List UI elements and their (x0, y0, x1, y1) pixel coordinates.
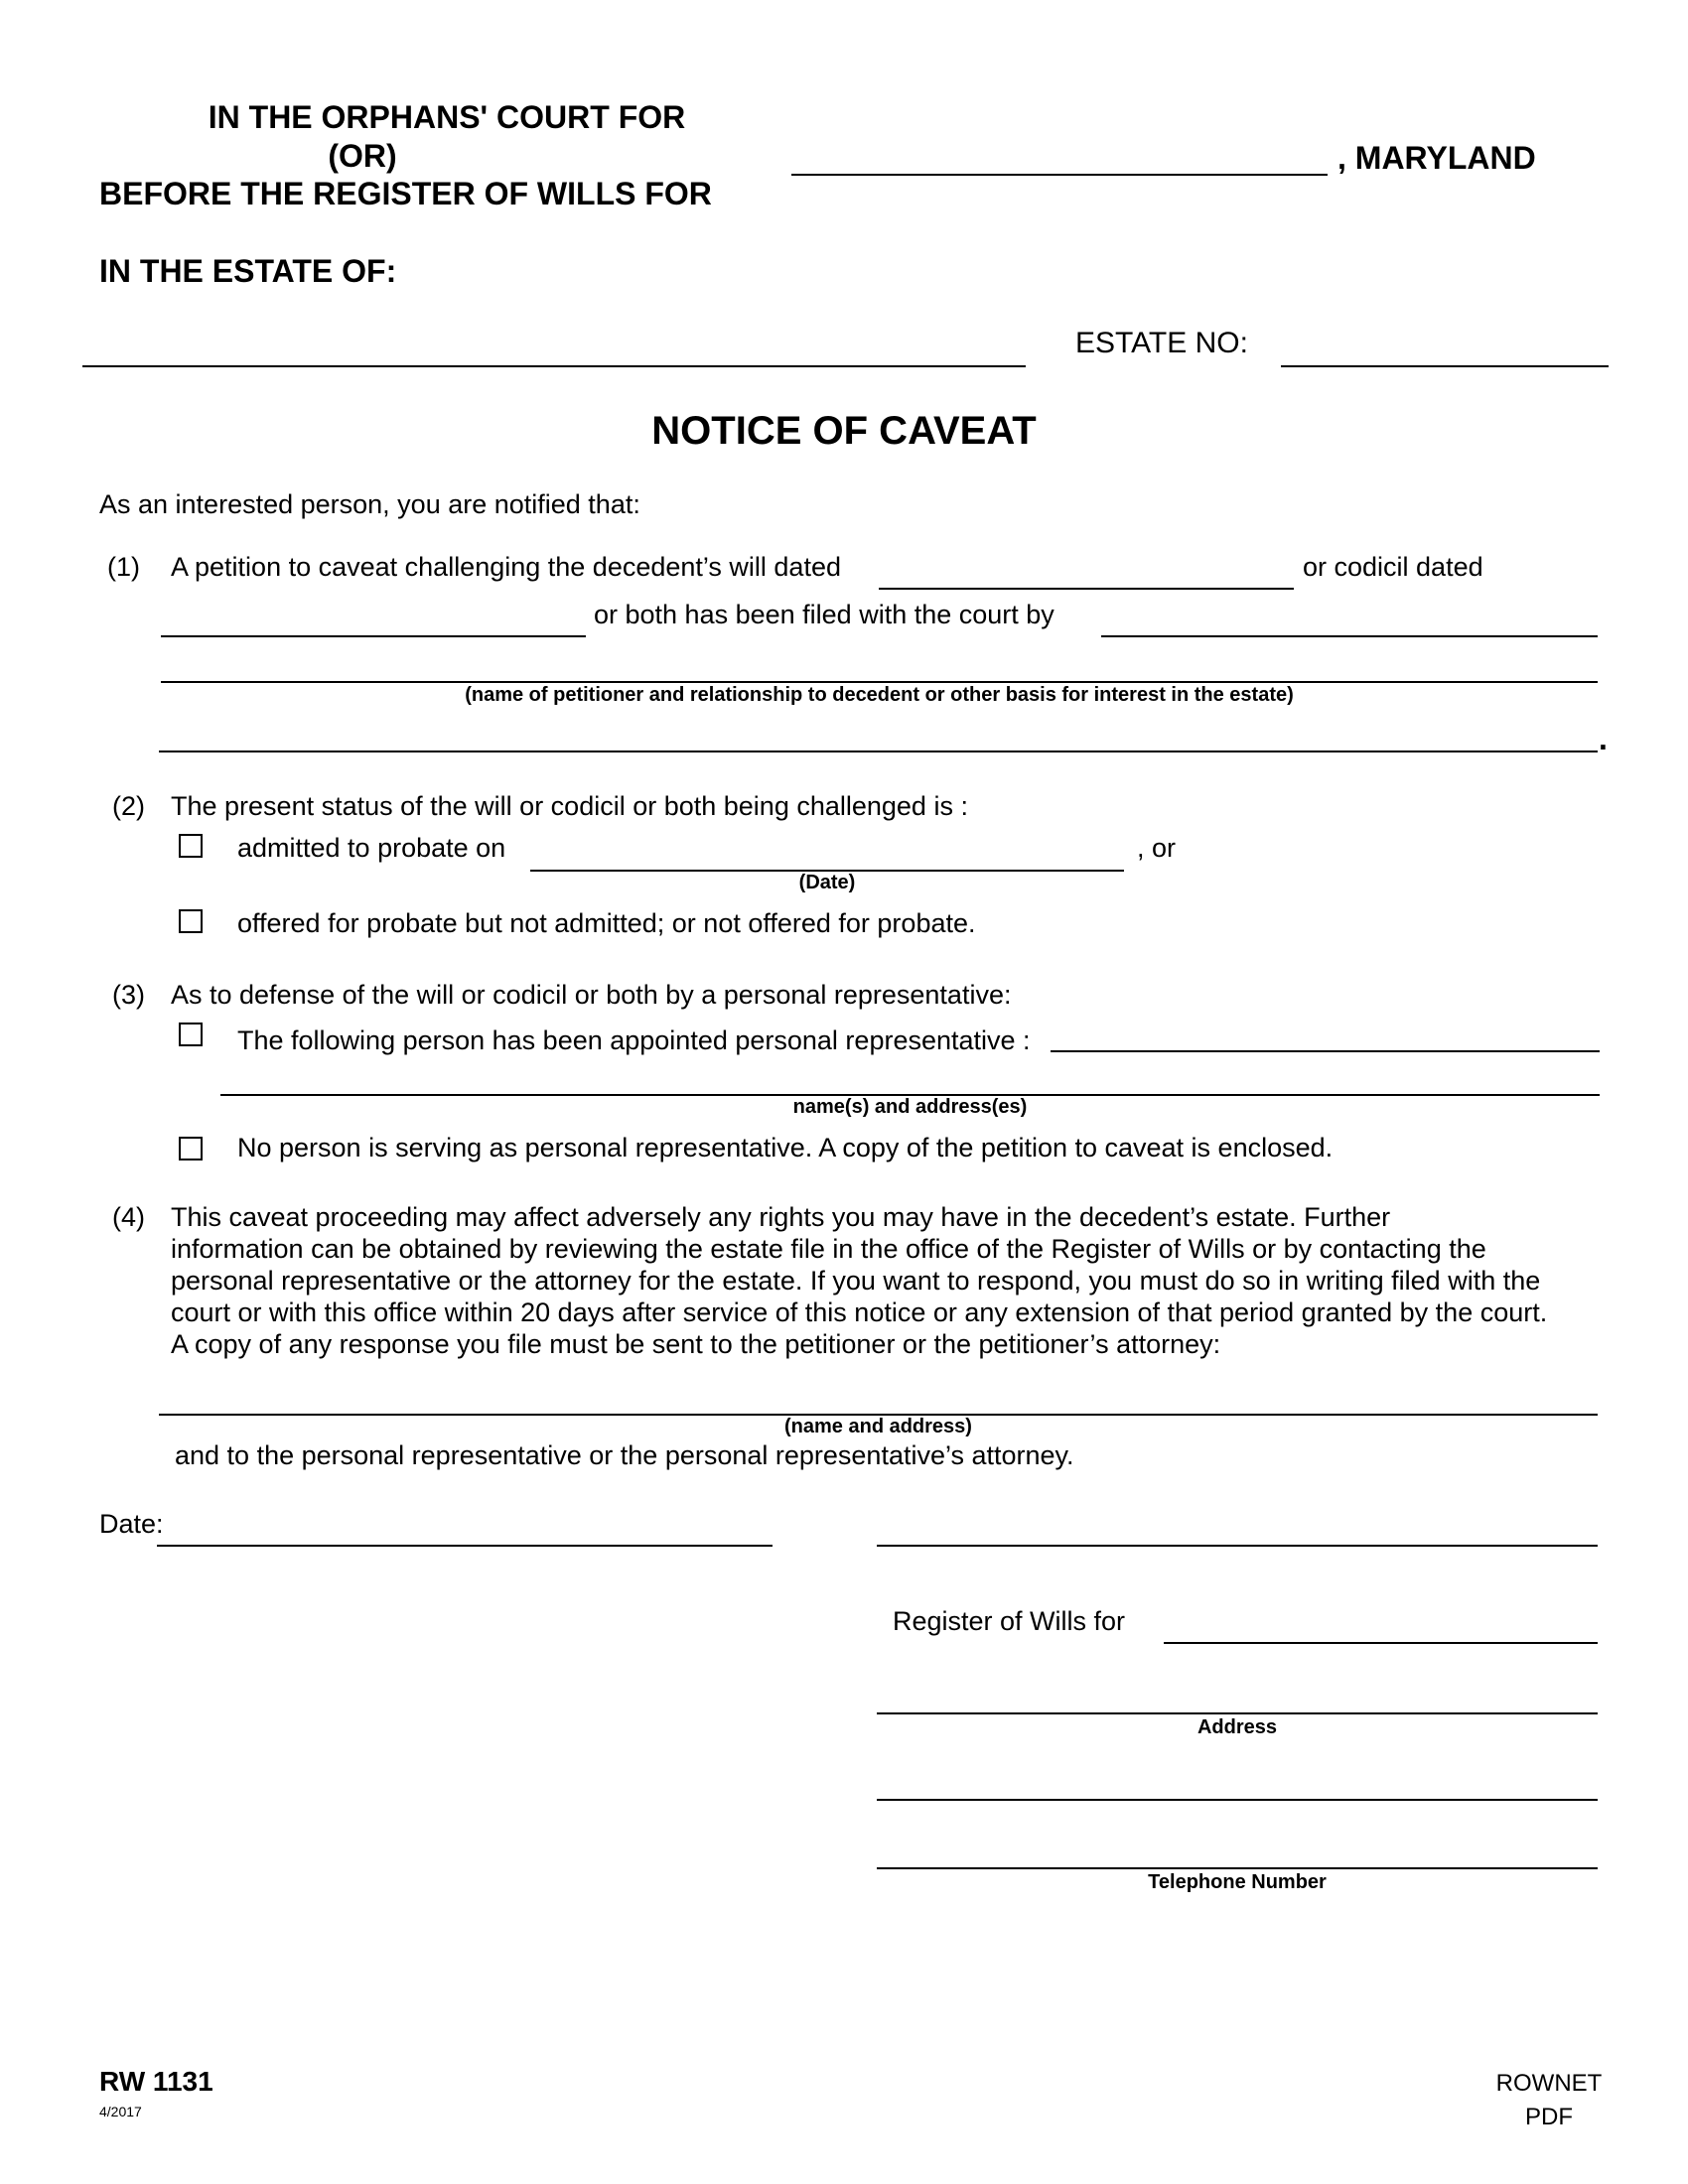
estate-of-label: IN THE ESTATE OF: (99, 253, 397, 289)
section2-text: The present status of the will or codicil or both being challenged is : (171, 791, 968, 821)
petitioner-caption: (name of petitioner and relationship to decedent or other basis for interest in the estate) (465, 684, 1294, 706)
register-signature-field[interactable] (877, 1545, 1598, 1547)
pr-caption: name(s) and address(es) (792, 1096, 1028, 1118)
signature-date-field[interactable] (157, 1545, 773, 1547)
date-label: Date: (99, 1509, 164, 1539)
section1-text-a: A petition to caveat challenging the decedent’s will dated (171, 552, 841, 582)
telephone-caption: Telephone Number (1148, 1871, 1327, 1893)
date-caption: (Date) (798, 872, 856, 893)
no-pr-checkbox[interactable] (179, 1137, 203, 1160)
section4-closing: and to the personal representative or the personal representative’s attorney. (175, 1440, 1074, 1470)
section4-line: court or with this office within 20 days after service of this notice or any extension of that period granted by the court. (171, 1297, 1548, 1327)
estate-no-label: ESTATE NO: (1075, 327, 1248, 359)
section3-text: As to defense of the will or codicil or both by a personal representative: (171, 980, 1012, 1010)
not-admitted-checkbox[interactable] (179, 909, 203, 933)
address-field-1[interactable] (877, 1712, 1598, 1714)
pr-appointed-label: The following person has been appointed personal representative : (237, 1025, 1031, 1055)
decedent-name-field[interactable] (82, 365, 1026, 367)
section1-end-period: . (1599, 721, 1608, 756)
section4-paragraph (171, 1201, 1611, 1360)
section3-number: (3) (112, 980, 145, 1010)
court-title-line3: BEFORE THE REGISTER OF WILLS FOR (99, 176, 712, 211)
pdf-label: PDF (1525, 2104, 1573, 2130)
admitted-or-suffix: , or (1137, 833, 1177, 863)
address-field-2[interactable] (877, 1799, 1598, 1801)
county-field[interactable] (791, 174, 1328, 176)
section1-text-b: or codicil dated (1303, 552, 1483, 582)
section4-line: information can be obtained by reviewing the estate file in the office of the Register of Wills or by contacting the (171, 1234, 1486, 1264)
codicil-date-field[interactable] (161, 635, 586, 637)
register-county-field[interactable] (1164, 1642, 1598, 1644)
state-label: , MARYLAND (1337, 140, 1536, 176)
admitted-to-probate-checkbox[interactable] (179, 834, 203, 858)
court-title-line1: IN THE ORPHANS' COURT FOR (208, 99, 686, 135)
intro-text: As an interested person, you are notified that: (99, 489, 640, 519)
section4-line: A copy of any response you file must be sent to the petitioner or the petitioner’s attorney: (171, 1329, 1221, 1359)
address-caption: Address (1196, 1716, 1278, 1738)
admitted-to-probate-label: admitted to probate on (237, 833, 506, 863)
revision-date: 4/2017 (99, 2104, 142, 2119)
petitioner-field-1[interactable] (1101, 635, 1598, 637)
attorney-caption: (name and address) (784, 1416, 972, 1437)
section2-number: (2) (112, 791, 145, 821)
petitioner-field-3[interactable] (159, 751, 1598, 752)
rownet-label: ROWNET (1495, 2070, 1603, 2097)
section1-number: (1) (107, 552, 140, 582)
pr-appointed-checkbox[interactable] (179, 1023, 203, 1046)
section4-line: personal representative or the attorney for the estate. If you want to respond, you must do so in writing filed with the (171, 1266, 1541, 1296)
will-date-field[interactable] (879, 588, 1294, 590)
pr-name-field-1[interactable] (1051, 1050, 1600, 1052)
form-number: RW 1131 (99, 2066, 213, 2097)
section4-number: (4) (112, 1202, 145, 1232)
court-title-or: (OR) (328, 138, 397, 174)
estate-no-field[interactable] (1281, 365, 1609, 367)
section1-text-c: or both has been filed with the court by (594, 600, 1055, 629)
telephone-field[interactable] (877, 1867, 1598, 1869)
page-title: NOTICE OF CAVEAT (651, 409, 1037, 453)
section4-line: This caveat proceeding may affect adversely any rights you may have in the decedent’s estate. Further (171, 1202, 1391, 1232)
not-admitted-label: offered for probate but not admitted; or not offered for probate. (237, 908, 976, 938)
register-label: Register of Wills for (893, 1606, 1126, 1636)
no-pr-label: No person is serving as personal representative. A copy of the petition to caveat is enclosed. (237, 1133, 1334, 1162)
